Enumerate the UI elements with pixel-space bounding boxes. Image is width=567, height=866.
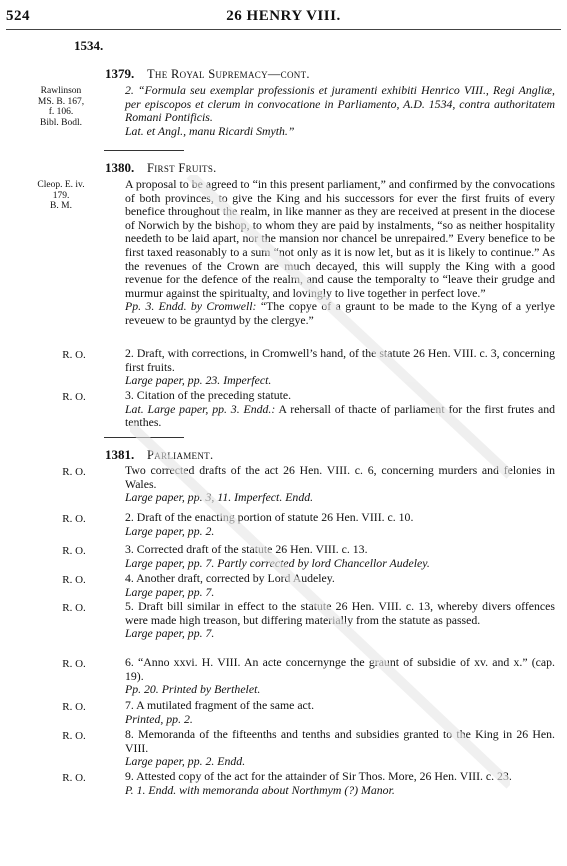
entry-number-1381: 1381.	[105, 447, 135, 462]
header-rule	[6, 29, 561, 30]
item-ref: R. O.	[62, 349, 86, 361]
item-ref: R. O.	[62, 772, 86, 784]
item-text	[105, 572, 555, 599]
item-note: Large paper, pp. 2. Endd.	[125, 754, 246, 769]
section-rule	[104, 150, 184, 151]
margin-line: 179.	[52, 190, 70, 201]
endorsement-text: “The copye of a graunt to be made to the Kyng of a yerlye reveuew to be grauntyd by the clergye.”	[125, 299, 556, 327]
item-text	[105, 543, 555, 570]
margin-line: Cleop. E. iv.	[37, 180, 85, 190]
entry-endorsement	[105, 300, 555, 327]
item-text	[105, 656, 555, 697]
item-ref: R. O.	[62, 602, 86, 614]
item-ref: R. O.	[62, 513, 86, 525]
item-note: Large paper, pp. 7. Partly corrected by lord Chancellor Audeley.	[125, 555, 430, 570]
item-text	[105, 728, 555, 769]
running-head: 26 HENRY VIII.	[226, 8, 341, 24]
item-ref: R. O.	[62, 658, 86, 670]
item-note: Large paper, pp. 2.	[125, 523, 215, 538]
margin-ref-1380	[24, 180, 98, 212]
item-ref: R. O.	[62, 701, 86, 713]
item-body: 8. Memoranda of the fifteenths and tenths and subsidies granted to the King in 26 Hen. VIII.	[125, 727, 555, 755]
item-ref: R. O.	[62, 391, 86, 403]
item-text	[105, 389, 555, 430]
entry-number-1379: 1379.	[105, 66, 135, 81]
margin-line: f. 106.	[48, 107, 74, 117]
item-ref: R. O.	[62, 574, 86, 586]
item-ref: R. O.	[62, 545, 86, 557]
year-label: 1534.	[74, 38, 104, 53]
item-note: Large paper, pp. 23. Imperfect.	[125, 373, 272, 388]
item-text	[105, 511, 555, 538]
margin-line: Bibl. Bodl.	[40, 117, 82, 128]
entry-text-1380	[105, 178, 555, 328]
item-body: 6. “Anno xxvi. H. VIII. An acte concernynge the graunt of subsidie of xv. and x.” (cap. 19).	[125, 655, 555, 683]
item-note: P. 1. Endd. with memoranda about Northmym (?) Manor.	[125, 782, 395, 797]
item-note	[105, 403, 555, 430]
item-body: 3. Corrected draft of the statute 26 Hen. VIII. c. 13.	[125, 542, 368, 556]
item-text	[105, 699, 555, 726]
entry-text-1379	[105, 84, 555, 125]
item-note: Large paper, pp. 7.	[125, 584, 215, 599]
entry-body: A proposal to be agreed to “in this present parliament,” and confirmed by the convocations of both provinces, to give the King and his successors for ever the first fruits of every benefice throughout the realm, in like manner as they are received at present in the diocese of Norwich by the bishop, to whom they are paid by instalments, “so as neither hospitality needeth to be laid apart, nor the mansion nor chancel be unrepaired.” Every benefice to be first taxed reasonably to a sum “not only as it is now let, but as it is likely to continue.” As the revenues of the Crown are much decayed, this will supply the King with a good revenue for the defence of the realm, and cause the temporalty to “leave their grudge and murmur against the spiritualty, and lovingly to live together in perfect love.”	[125, 177, 555, 300]
item-note: Large paper, pp. 7.	[125, 626, 215, 641]
item-body: 9. Attested copy of the act for the attainder of Sir Thos. More, 26 Hen. VIII. c. 23.	[125, 769, 512, 783]
item-body: Two corrected drafts of the act 26 Hen. VIII. c. 6, concerning murders and felonies in Wales.	[125, 463, 555, 491]
entry-body: 2. “Formula seu exemplar professionis et juramenti exhibiti Henrico VIII., Regi Angliæ, per episcopos et clerum in convocatione in Parliamento, A.D. 1534, contra authoritatem Romani Pontificis.	[125, 83, 555, 125]
item-body: 2. Draft of the enacting portion of statute 26 Hen. VIII. c. 10.	[125, 510, 414, 524]
item-text	[105, 347, 555, 388]
item-note-roman: A rehersall of thacte of parliament for the first frutes and tenthes.	[125, 401, 555, 430]
item-body: 5. Draft bill similar in effect to the statute 26 Hen. VIII. c. 13, whereby divers offences were made high treason, but differing materially from the statute as passed.	[125, 599, 555, 627]
entry-number-1380: 1380.	[105, 160, 135, 175]
item-body: 3. Citation of the preceding statute.	[125, 388, 292, 402]
margin-line: B. M.	[50, 201, 72, 211]
entry-note-1379: Lat. et Angl., manu Ricardi Smyth.”	[125, 124, 295, 138]
item-body: 2. Draft, with corrections, in Cromwell’s hand, of the statute 26 Hen. VIII. c. 3, concerning first fruits.	[125, 346, 555, 374]
section-rule	[104, 437, 184, 438]
item-text	[105, 770, 555, 797]
entry-title-1380: First Fruits.	[147, 161, 217, 175]
item-text	[105, 600, 555, 641]
endorsement-label: Pp. 3. Endd. by Cromwell:	[125, 299, 257, 314]
margin-line: Rawlinson	[40, 86, 82, 96]
item-note: Large paper, pp. 3, 11. Imperfect. Endd.	[125, 490, 314, 505]
page-number: 524	[6, 8, 30, 24]
entry-title-1379: The Royal Supremacy—cont.	[147, 67, 310, 81]
item-body: 7. A mutilated fragment of the same act.	[125, 698, 315, 712]
item-ref: R. O.	[62, 730, 86, 742]
item-note-italic: Lat. Large paper, pp. 3. Endd.:	[125, 401, 276, 416]
margin-line: MS. B. 167,	[37, 96, 85, 107]
item-ref: R. O.	[62, 466, 86, 478]
margin-ref-1379	[24, 86, 98, 128]
item-note: Printed, pp. 2.	[125, 711, 193, 726]
entry-title-1381: Parliament.	[147, 448, 214, 462]
item-text	[105, 464, 555, 505]
item-note: Pp. 20. Printed by Berthelet.	[125, 682, 261, 697]
item-body: 4. Another draft, corrected by Lord Audeley.	[125, 571, 335, 585]
